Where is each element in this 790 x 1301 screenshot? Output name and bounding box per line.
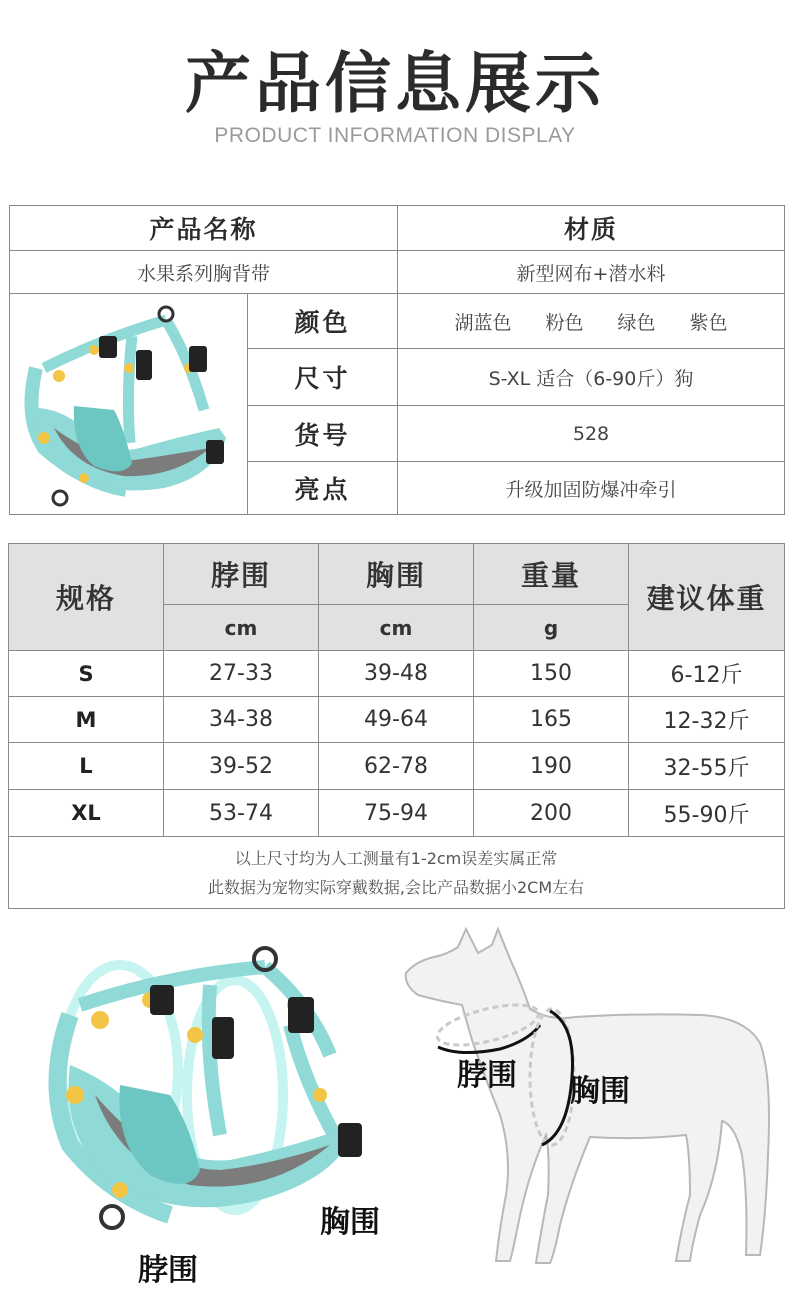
table-row-neck: [164, 651, 319, 697]
size-cell-text: XL: [71, 801, 101, 825]
table-row-neck: [164, 743, 319, 790]
neck-cell-text: 39-52: [209, 753, 273, 779]
spec-header: [9, 544, 164, 651]
table-row-recommend: [629, 697, 784, 743]
item-number-value-text: 528: [572, 422, 610, 445]
recommend-header: [629, 544, 784, 651]
table-row-neck: [164, 697, 319, 743]
color-values: [398, 294, 784, 349]
page-title: 产品信息展示: [185, 45, 605, 122]
highlight-value-text: 升级加固防爆冲牵引: [505, 478, 677, 501]
product-info-table: [9, 205, 785, 515]
weight-unit: [474, 605, 629, 651]
dog-chest-label: 胸围: [570, 1074, 630, 1109]
neck-unit-text: cm: [224, 615, 258, 640]
recommend-cell-text: 32-55斤: [663, 755, 750, 781]
chest-cell-text: 39-48: [364, 661, 428, 686]
material-header: [398, 206, 784, 251]
weight-cell-text: 165: [530, 707, 572, 732]
color-label-text: 颜色: [294, 308, 351, 337]
highlight-value: [398, 462, 784, 514]
harness-chest-label: 胸围: [320, 1205, 380, 1240]
product-image-cell: [10, 294, 248, 514]
size-spec-table: [8, 543, 785, 909]
chest-unit: [319, 605, 474, 651]
neck-cell-text: 27-33: [209, 661, 273, 686]
item-number-label: [248, 406, 398, 462]
size-cell-text: S: [78, 661, 94, 686]
page-subtitle: PRODUCT INFORMATION DISPLAY: [214, 124, 576, 147]
recommend-header-text: 建议体重: [646, 582, 767, 615]
color-label: [248, 294, 398, 349]
chest-header: [319, 544, 474, 605]
neck-cell-text: 53-74: [209, 800, 273, 826]
color-option-pink: 粉色: [545, 311, 584, 334]
item-number-label-text: 货号: [294, 420, 351, 450]
table-row-size: [9, 651, 164, 697]
chest-unit-text: cm: [379, 615, 413, 640]
item-number-value: [398, 406, 784, 462]
table-row-chest: [319, 790, 474, 837]
note-line-1: 以上尺寸均为人工测量有1-2cm误差实属正常: [234, 848, 558, 868]
size-label: [248, 349, 398, 406]
chest-cell-text: 75-94: [364, 800, 428, 826]
product-name-header: [10, 206, 398, 251]
chest-cell-text: 62-78: [364, 753, 428, 779]
measurement-note: [9, 837, 783, 908]
neck-cell-text: 34-38: [209, 707, 273, 732]
chest-cell-text: 49-64: [364, 707, 428, 732]
color-option-green: 绿色: [617, 311, 656, 334]
neck-header-text: 脖围: [210, 559, 271, 592]
table-row-weight: [474, 651, 629, 697]
note-line-2: 此数据为宠物实际穿戴数据,会比产品数据小2CM左右: [207, 877, 585, 897]
table-row-chest: [319, 651, 474, 697]
highlight-label-text: 亮点: [294, 475, 351, 504]
product-name-value: [10, 251, 398, 294]
weight-cell-text: 150: [530, 661, 572, 686]
weight-unit-text: g: [543, 615, 559, 640]
weight-cell-text: 190: [530, 753, 572, 779]
color-option-purple: 紫色: [689, 311, 728, 334]
table-row-neck: [164, 790, 319, 837]
table-row-size: [9, 790, 164, 837]
table-row-recommend: [629, 743, 784, 790]
chest-header-text: 胸围: [365, 559, 426, 592]
table-row-recommend: [629, 651, 784, 697]
product-name-value-text: 水果系列胸背带: [136, 262, 270, 285]
size-value-text: S-XL 适合（6-90斤）狗: [488, 367, 694, 390]
table-row-chest: [319, 743, 474, 790]
dog-neck-label: 脖围: [457, 1058, 517, 1093]
table-row-size: [9, 697, 164, 743]
spec-header-text: 规格: [55, 582, 116, 615]
table-row-size: [9, 743, 164, 790]
weight-cell-text: 200: [530, 800, 572, 826]
neck-unit: [164, 605, 319, 651]
material-value-text: 新型网布+潜水料: [516, 262, 666, 285]
neck-header: [164, 544, 319, 605]
material-header-text: 材质: [563, 215, 618, 244]
recommend-cell-text: 55-90斤: [663, 802, 750, 828]
table-row-weight: [474, 790, 629, 837]
material-value: [398, 251, 784, 294]
recommend-cell-text: 12-32斤: [663, 709, 750, 734]
harness-neck-label: 脖围: [138, 1253, 198, 1288]
weight-header: [474, 544, 629, 605]
size-label-text: 尺寸: [294, 364, 351, 393]
weight-header-text: 重量: [520, 559, 581, 592]
product-name-header-text: 产品名称: [149, 215, 258, 244]
highlight-label: [248, 462, 398, 514]
table-row-weight: [474, 743, 629, 790]
table-row-weight: [474, 697, 629, 743]
harness-small-image: [14, 298, 244, 510]
recommend-cell-text: 6-12斤: [670, 663, 743, 688]
table-row-recommend: [629, 790, 784, 837]
table-row-chest: [319, 697, 474, 743]
color-option-lake-blue: 湖蓝色: [454, 311, 512, 334]
size-cell-text: L: [79, 754, 93, 778]
size-value: [398, 349, 784, 406]
size-cell-text: M: [75, 707, 97, 732]
